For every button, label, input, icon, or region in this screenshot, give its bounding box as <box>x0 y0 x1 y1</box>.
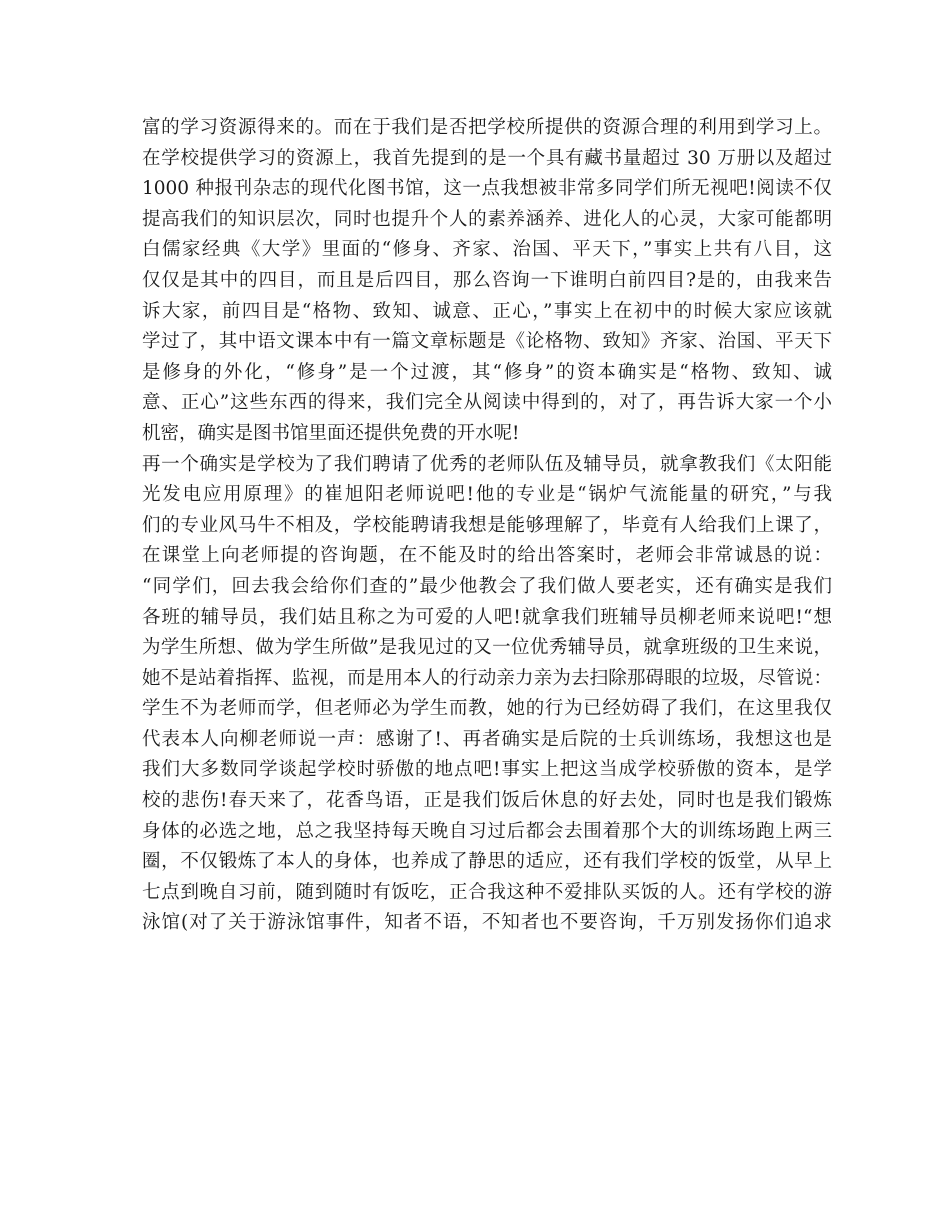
text-line: 七点到晚自习前，随到随时有饭吃，正合我这种不爱排队买饭的人。还有学校的游 <box>142 881 832 903</box>
text-line: 学过了，其中语文课本中有一篇文章标题是《论格物、致知》齐家、治国、平天下 <box>142 331 832 353</box>
text-line: 她不是站着指挥、监视，而是用本人的行动亲力亲为去扫除那碍眼的垃圾，尽管说： <box>142 667 832 689</box>
text-line: 代表本人向柳老师说一声：感谢了!、再者确实是后院的士兵训练场，我想这也是 <box>142 728 832 750</box>
text-line: 泳馆(对了关于游泳馆事件，知者不语，不知者也不要咨询，千万别发扬你们追求 <box>142 912 832 934</box>
text-line: 校的悲伤!春天来了，花香鸟语，正是我们饭后休息的好去处，同时也是我们锻炼 <box>142 790 833 812</box>
text-line: “同学们，回去我会给你们查的”最少他教会了我们做人要老实，还有确实是我们 <box>142 575 832 597</box>
text-line: 仅仅是其中的四目，而且是后四目，那么咨询一下谁明白前四目?是的，由我来告 <box>142 269 832 291</box>
text-line: 圈，不仅锻炼了本人的身体，也养成了静思的适应，还有我们学校的饭堂，从早上 <box>142 851 832 873</box>
text-line: 是修身的外化，“修身”是一个过渡，其“修身”的资本确实是“格物、致知、诚 <box>142 361 832 383</box>
text-line: 提高我们的知识层次，同时也提升个人的素养涵养、进化人的心灵，大家可能都明 <box>142 208 832 230</box>
text-line: 我们大多数同学谈起学校时骄傲的地点吧!事实上把这当成学校骄傲的资本，是学 <box>142 759 832 781</box>
text-line: 各班的辅导员，我们姑且称之为可爱的人吧!就拿我们班辅导员柳老师来说吧!“想 <box>142 606 832 628</box>
text-line: 机密，确实是图书馆里面还提供免费的开水呢! <box>142 422 520 444</box>
text-line: 再一个确实是学校为了我们聘请了优秀的老师队伍及辅导员，就拿教我们《太阳能 <box>142 453 832 475</box>
text-line: 在课堂上向老师提的咨询题，在不能及时的给出答案时，老师会非常诚恳的说： <box>142 545 832 567</box>
text-line: 身体的必选之地，总之我坚持每天晚自习过后都会去围着那个大的训练场跑上两三 <box>142 820 832 842</box>
text-line: 光发电应用原理》的崔旭阳老师说吧!他的专业是“锅炉气流能量的研究，”与我 <box>142 484 832 506</box>
document-body <box>142 113 832 939</box>
text-line: 为学生所想、做为学生所做”是我见过的又一位优秀辅导员，就拿班级的卫生来说， <box>142 637 832 659</box>
text-line: 诉大家，前四目是“格物、致知、诚意、正心，”事实上在初中的时候大家应该就 <box>142 300 832 322</box>
text-line: 学生不为老师而学，但老师必为学生而教，她的行为已经妨碍了我们，在这里我仅 <box>142 698 832 720</box>
text-line: 们的专业风马牛不相及，学校能聘请我想是能够理解了，毕竟有人给我们上课了， <box>142 514 832 536</box>
text-line: 富的学习资源得来的。而在于我们是否把学校所提供的资源合理的利用到学习上。 <box>142 117 832 138</box>
text-line: 白儒家经典《大学》里面的“修身、齐家、治国、平天下，”事实上共有八目，这 <box>142 239 832 261</box>
text-line: 在学校提供学习的资源上，我首先提到的是一个具有藏书量超过 30 万册以及超过 <box>142 147 832 169</box>
text-line: 1000 种报刊杂志的现代化图书馆，这一点我想被非常多同学们所无视吧!阅读不仅 <box>142 178 832 200</box>
text-line: 意、正心”这些东西的得来，我们完全从阅读中得到的，对了，再告诉大家一个小 <box>142 392 832 414</box>
